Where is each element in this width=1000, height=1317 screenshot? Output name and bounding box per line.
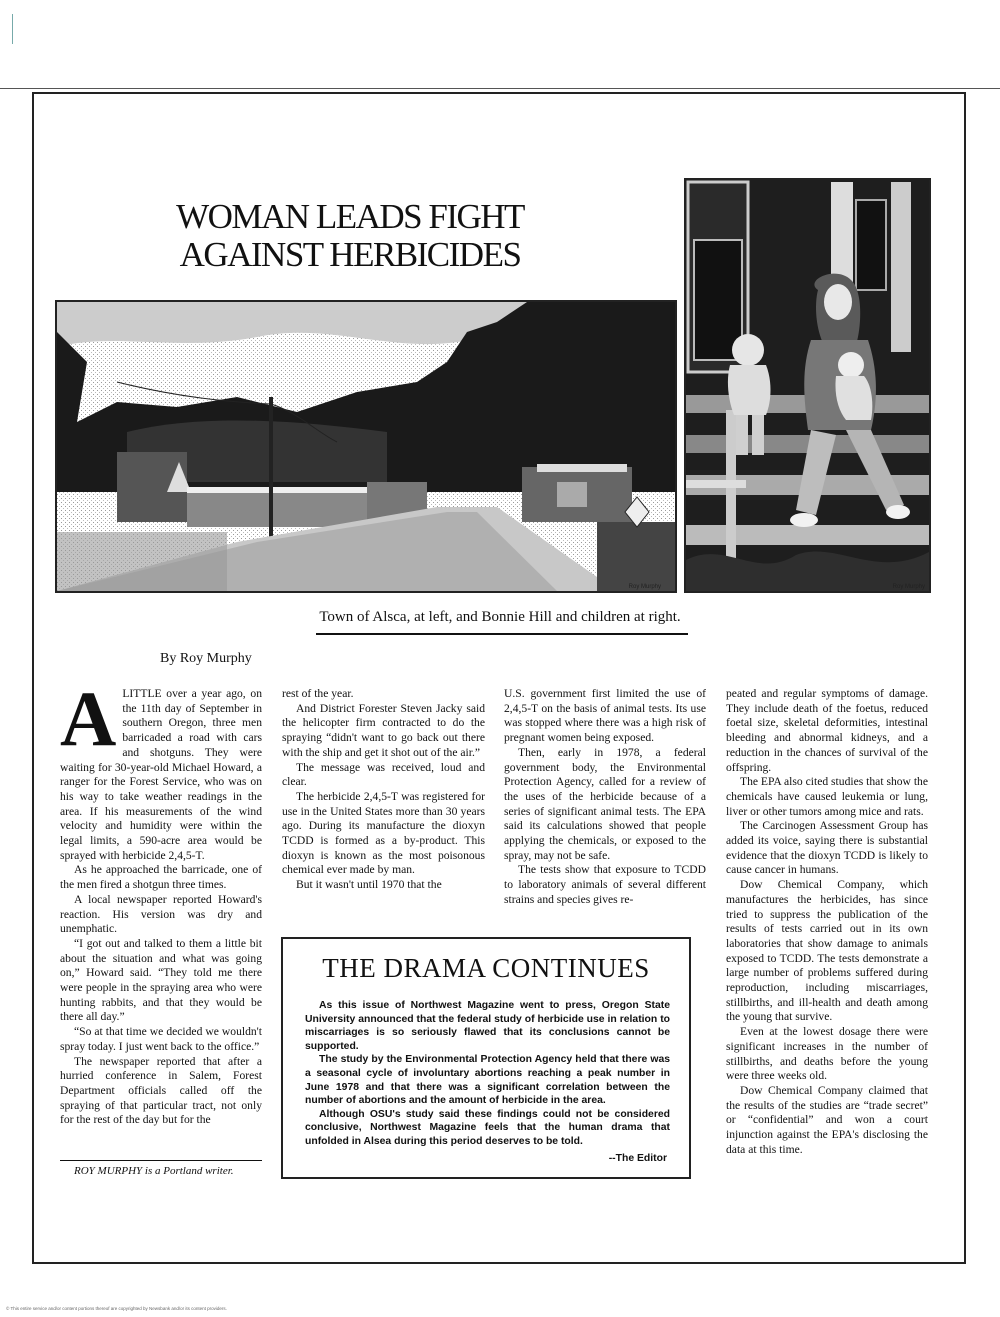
byline: By Roy Murphy xyxy=(160,651,252,666)
col2-paragraph-5: But it wasn't until 1970 that the xyxy=(296,878,442,892)
photo-caption: Town of Alsca, at left, and Bonnie Hill and children at right. xyxy=(319,609,681,625)
col3-paragraph-2: Then, early in 1978, a federal government body, the Environmental Protection Agency, called for a review of the uses of the herbicide because of a series of significant animal tests. The EPA said its calculations showed that people applying the chemicals, or exposed to the spray, may not be safe. xyxy=(504,745,706,862)
col2-paragraph-2: And District Forester Steven Jacky said the helicopter firm contracted to do the spraying “didn't want to go back out there with the ship and get it shot out of the air.” xyxy=(282,701,485,759)
col1-paragraph-5: “So at that time we decided we wouldn't spray today. I just went back to the office.” xyxy=(60,1025,262,1053)
box-paragraph-1: As this issue of Northwest Magazine went to press, Oregon State University announced that the federal study of herbicide use in relation to miscarriages is so seriously flawed that its conclusions cannot be supported. xyxy=(305,1000,670,1052)
editor-signature: --The Editor xyxy=(608,1153,667,1164)
col2-paragraph-3: The message was received, loud and clear. xyxy=(282,760,485,789)
town-photo-credit: Roy Murphy xyxy=(628,584,661,590)
col4-paragraph-1: peated and regular symptoms of damage. They include death of the foetus, reduced foetal size, skeletal deformities, intestinal bleeding and abnormal kidneys, and a reduction in the chances of survival of the offspring. xyxy=(726,687,928,774)
author-note: ROY MURPHY is a Portland writer. xyxy=(74,1165,234,1177)
article-column-2 xyxy=(282,687,485,893)
article-column-4 xyxy=(726,687,928,1158)
headline-line-1: WOMAN LEADS FIGHT xyxy=(176,197,524,236)
drama-continues-box xyxy=(281,937,691,1179)
col4-paragraph-3: The Carcinogen Assessment Group has added its voice, saying there is substantial evidence that the dioxyn TCDD is likely to cause cancer in humans. xyxy=(726,819,928,877)
box-paragraph-3: Although OSU's study said these findings could not be considered conclusive, Northwest Magazine feels that the human drama that unfolded in Alsea during this period deserves to be told. xyxy=(305,1108,670,1147)
box-paragraph-2: The study by the Environmental Protection Agency held that there was a seasonal cycle of involuntary abortions reaching a peak number in June 1978 and that there was a significant correlation between the number of abortions and the amount of herbicide in the area. xyxy=(305,1054,670,1107)
col1-paragraph-2: As he approached the barricade, one of the men fired a shotgun three times. xyxy=(60,863,262,892)
headline xyxy=(150,198,550,274)
article-column-3 xyxy=(504,687,706,908)
town-photo xyxy=(55,300,677,593)
page-top-rule xyxy=(0,88,1000,89)
col4-paragraph-4: Dow Chemical Company, which manufactures the herbicides, has since tried to suppress the publication of the results of tests carried out in its own laboratories that show damage to animals exposed to TCDD. The tests demonstrate a large number of problems suffered during reproduction, including miscarriages, stillbirths, and ill-health and death among the young that survive. xyxy=(726,878,928,1024)
author-note-rule xyxy=(60,1160,262,1161)
col1-paragraph-3: A local newspaper reported Howard's reaction. His version was dry and unemphatic. xyxy=(60,892,262,936)
col4-paragraph-6: Dow Chemical Company claimed that the results of the studies are “trade secret” or “confidential” and won a court injunction against the EPA's disclosing the data at this time. xyxy=(726,1083,928,1156)
col1-paragraph-1: LITTLE over a year ago, on the 11th day of September in southern Oregon, three men barricaded a road with cars and shotguns. They were waiting for 30-year-old Michael Howard, a ranger for the Forest Service, who was on his way to take weather readings in the area. If his measurements of the wind velocity and humidity were within the legal limits, a 590-acre area would be sprayed with herbicide 2,4,5-T. xyxy=(60,687,262,862)
caption-rule xyxy=(316,633,688,635)
article-column-1 xyxy=(60,675,262,1128)
col2-paragraph-1: rest of the year. xyxy=(282,687,354,700)
margin-mark xyxy=(12,14,13,44)
col4-paragraph-5: Even at the lowest dosage there were significant increases in the number of stillbirths, and deaths before the young were three weeks old. xyxy=(726,1025,928,1083)
copyright-notice: © This entire service and/or content portions thereof are copyrighted by Newsbank and/or its content providers. xyxy=(6,1306,227,1311)
col4-paragraph-2: The EPA also cited studies that show the chemicals have caused leukemia or lung, liver or other tumors among mice and rats. xyxy=(726,775,928,818)
col1-paragraph-4: “I got out and talked to them a little bit about the situation and what was going on,” Howard said. “They told me there were people in the spraying area who were hunting rabbits, and that they would be there all day.” xyxy=(60,936,262,1024)
town-photo-illustration xyxy=(57,302,675,591)
col3-paragraph-3: The tests show that exposure to TCDD to laboratory animals of several different strains and species gives re- xyxy=(504,863,706,906)
col1-paragraph-6: The newspaper reported that after a hurried conference in Salem, Forest Department officials called off the spraying of that particular tract, not only for the rest of the day but for the xyxy=(60,1054,262,1127)
family-photo-illustration xyxy=(686,180,929,591)
headline-line-2: AGAINST HERBICIDES xyxy=(179,235,521,274)
col2-paragraph-4: The herbicide 2,4,5-T was registered for use in the United States more than 30 years ago. During its manufacture the dioxyn TCDD is formed as a by-product. This dioxyn is known as the most poisonous chemical ever made by man. xyxy=(282,789,485,877)
family-photo xyxy=(684,178,931,593)
box-title: THE DRAMA CONTINUES xyxy=(322,953,650,983)
col3-paragraph-1: U.S. government first limited the use of 2,4,5-T on the basis of animal tests. Its use was stopped where there was a high risk of pregnant women being exposed. xyxy=(504,687,706,745)
box-body xyxy=(305,999,670,1149)
drop-cap: A xyxy=(60,675,117,762)
family-photo-credit: Roy Murphy xyxy=(892,584,925,590)
